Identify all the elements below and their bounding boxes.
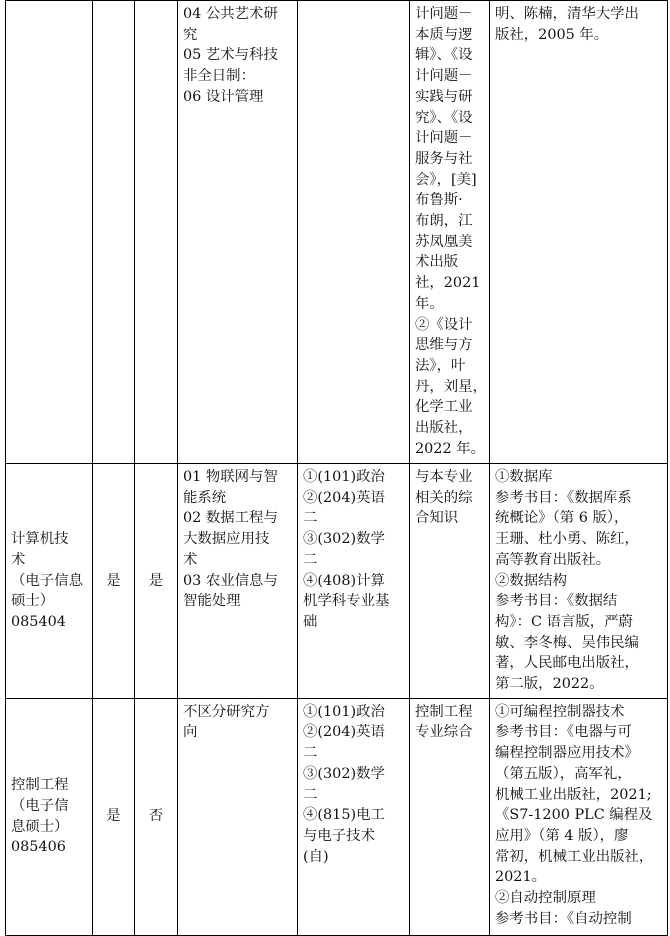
retest-line: 术出版 — [415, 254, 459, 271]
retest-line: 计问题－ — [415, 6, 473, 22]
exam-subjects-line: 二 — [303, 745, 318, 762]
fulltime-cell: 是 — [93, 464, 135, 699]
admissions-table — [5, 0, 668, 936]
reference-books-line: 敏、李冬梅、吴伟民编 — [495, 634, 639, 651]
exam-subjects-line: 础 — [303, 613, 318, 630]
reference-books-line: （第五版），高军礼， — [495, 765, 632, 782]
retest-line: ②《设计 — [415, 316, 473, 333]
reference-books-line: ②数据结构 — [495, 572, 567, 589]
reference-books-line: 参考书目：《电器与可 — [495, 724, 632, 741]
retest-line: 布鲁斯· — [415, 192, 463, 209]
parttime-cell: 是 — [135, 464, 178, 699]
exam-subjects-cell — [298, 698, 410, 935]
retest-line: 布朗，江 — [415, 213, 473, 230]
exam-subjects-line: ①(101)政治 — [303, 469, 385, 485]
reference-books-line: 构》：C 语言版，严蔚 — [495, 613, 633, 630]
reference-books-line: 常初，机械工业出版社， — [495, 848, 654, 865]
directions-line: 01 物联网与智 — [183, 469, 278, 485]
major-line: （电子信息 — [11, 572, 83, 589]
retest-cell — [410, 464, 490, 699]
reference-books-line: 机械工业出版社，2021; — [495, 786, 652, 803]
directions-line: 向 — [183, 724, 198, 741]
reference-books-line: ①数据库 — [495, 469, 553, 485]
reference-books-cell — [490, 698, 668, 935]
exam-subjects-line: ③(302)数学 — [303, 765, 385, 782]
exam-subjects-line: 机学科专业基 — [303, 593, 390, 610]
directions-line: 06 设计管理 — [183, 88, 264, 105]
reference-books-line: 参考书目：《数据结 — [495, 593, 618, 610]
parttime-cell: 否 — [135, 698, 178, 935]
exam-subjects-line: 二 — [303, 551, 318, 568]
directions-line: 03 农业信息与 — [183, 572, 278, 589]
exam-subjects-line: ②(204)英语 — [303, 724, 385, 741]
directions-line: 02 数据工程与 — [183, 510, 278, 527]
retest-line: 究》、《设 — [415, 109, 473, 126]
exam-subjects-cell — [298, 464, 410, 699]
reference-books-line: 编程控制器应用技术》 — [495, 745, 639, 762]
fulltime-cell — [93, 1, 135, 464]
directions-line: 究 — [183, 26, 198, 43]
table-row — [6, 464, 668, 699]
retest-line: 计问题－ — [415, 68, 473, 85]
exam-subjects-line: ②(204)英语 — [303, 489, 385, 506]
reference-books-cell — [490, 464, 668, 699]
exam-subjects-line: 与电子技术 — [303, 827, 375, 844]
reference-books-line: 著，人民邮电出版社， — [495, 655, 639, 672]
reference-books-line: 统概论》（第 6 版）， — [495, 510, 629, 527]
major-line: 息硕士） — [11, 818, 69, 835]
major-cell — [6, 698, 93, 935]
retest-line: 法》，叶 — [415, 357, 466, 374]
reference-books-line: 2021。 — [495, 869, 547, 886]
retest-line: 年。 — [415, 295, 444, 312]
reference-books-line: 高等教育出版社。 — [495, 551, 611, 568]
reference-books-line: ①可编程控制器技术 — [495, 703, 625, 720]
directions-line: 智能处理 — [183, 593, 241, 610]
exam-subjects-line: ①(101)政治 — [303, 703, 385, 720]
retest-line: 思维与方 — [415, 337, 473, 354]
retest-line: 化学工业 — [415, 399, 473, 416]
retest-line: 与本专业 — [415, 469, 473, 485]
retest-line: 辑》、《设 — [415, 47, 473, 64]
directions-line: 05 艺术与科技 — [183, 47, 278, 64]
reference-books-line: 版社，2005 年。 — [495, 26, 609, 43]
major-line: 硕士） — [11, 593, 55, 610]
reference-books-line: 明、陈楠，清华大学出 — [495, 6, 639, 22]
reference-books-line: 参考书目：《自动控制 — [495, 910, 632, 927]
directions-line: 大数据应用技 — [183, 531, 270, 548]
reference-books-line: 王珊、杜小勇、陈红， — [495, 531, 639, 548]
retest-line: 出版社， — [415, 420, 473, 437]
directions-cell — [178, 1, 298, 464]
major-line: 控制工程 — [11, 777, 69, 794]
retest-line: 控制工程 — [415, 703, 473, 720]
exam-subjects-line: ③(302)数学 — [303, 531, 385, 548]
exam-subjects-line: 二 — [303, 510, 318, 527]
table-row — [6, 1, 668, 464]
retest-line: 专业综合 — [415, 724, 473, 741]
directions-cell — [178, 698, 298, 935]
retest-line: 服务与社 — [415, 150, 473, 167]
exam-subjects-line: ④(408)计算 — [303, 572, 385, 589]
fulltime-cell: 是 — [93, 698, 135, 935]
major-cell — [6, 464, 93, 699]
retest-line: 社，2021 — [415, 275, 481, 292]
reference-books-line: 应用》（第 4 版），廖 — [495, 827, 629, 844]
major-line: （电子信 — [11, 798, 69, 815]
retest-line: 会》，[美] — [415, 171, 477, 188]
directions-line: 术 — [183, 551, 198, 568]
retest-line: 合知识 — [415, 510, 459, 527]
retest-line: 相关的综 — [415, 489, 473, 506]
reference-books-line: 参考书目：《数据库系 — [495, 489, 632, 506]
parttime-cell — [135, 1, 178, 464]
retest-line: 2022 年。 — [415, 440, 485, 457]
directions-cell — [178, 464, 298, 699]
reference-books-line: 第二版，2022。 — [495, 676, 604, 693]
reference-books-cell — [490, 1, 668, 464]
major-line: 术 — [11, 551, 26, 568]
exam-subjects-cell — [298, 1, 410, 464]
exam-subjects-line: (自) — [303, 848, 329, 865]
reference-books-line: 《S7-1200 PLC 编程及 — [495, 807, 653, 824]
retest-line: 本质与逻 — [415, 26, 473, 43]
directions-line: 不区分研究方 — [183, 703, 270, 720]
retest-line: 实践与研 — [415, 88, 473, 105]
retest-cell — [410, 1, 490, 464]
directions-line: 04 公共艺术研 — [183, 6, 278, 22]
table-body — [6, 1, 668, 936]
retest-line: 丹，刘星， — [415, 378, 487, 395]
directions-line: 能系统 — [183, 489, 227, 506]
retest-line: 苏凤凰美 — [415, 233, 473, 250]
major-line: 计算机技 — [11, 531, 69, 548]
major-cell — [6, 1, 93, 464]
reference-books-line: ②自动控制原理 — [495, 890, 596, 907]
directions-line: 非全日制： — [183, 68, 255, 85]
table-row — [6, 698, 668, 935]
exam-subjects-line: ④(815)电工 — [303, 807, 385, 824]
retest-line: 计问题－ — [415, 130, 473, 147]
retest-cell — [410, 698, 490, 935]
major-line: 085406 — [11, 839, 66, 856]
exam-subjects-line: 二 — [303, 786, 318, 803]
major-line: 085404 — [11, 613, 66, 630]
